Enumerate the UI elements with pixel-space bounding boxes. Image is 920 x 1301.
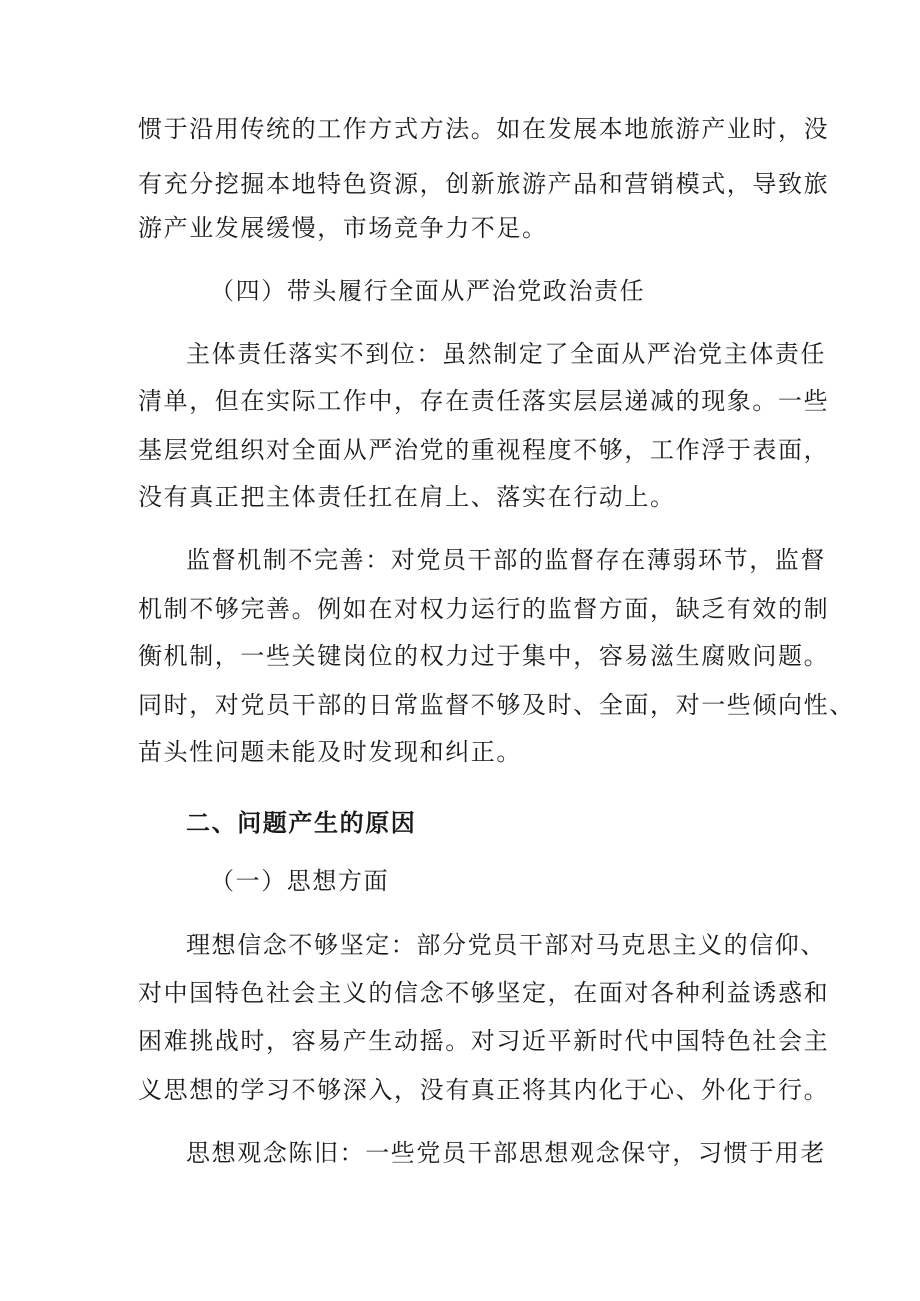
- paragraph-line: 苗头性问题未能及时发现和纠正。: [138, 738, 522, 766]
- section-heading: （四）带头履行全面从严治党政治责任: [210, 277, 646, 305]
- section-heading: （一）思想方面: [210, 867, 390, 895]
- paragraph-line: 机制不够完善。例如在对权力运行的监督方面，缺乏有效的制: [138, 595, 830, 623]
- paragraph-line: 基层党组织对全面从严治党的重视程度不够，工作浮于表面，: [138, 436, 830, 464]
- paragraph-line: 清单，但在实际工作中，存在责任落实层层递减的现象。一些: [138, 387, 830, 415]
- paragraph-line: 同时，对党员干部的日常监督不够及时、全面，对一些倾向性、: [138, 691, 855, 719]
- paragraph-line: 衡机制，一些关键岗位的权力过于集中，容易滋生腐败问题。: [138, 642, 830, 670]
- paragraph-line: 没有真正把主体责任扛在肩上、落实在行动上。: [138, 483, 676, 511]
- paragraph-line: 监督机制不完善：对党员干部的监督存在薄弱环节，监督: [186, 546, 826, 574]
- paragraph-line: 主体责任落实不到位：虽然制定了全面从严治党主体责任: [186, 340, 826, 368]
- paragraph-line: 游产业发展缓慢，市场竞争力不足。: [138, 214, 548, 242]
- paragraph-line: 义思想的学习不够深入，没有真正将其内化于心、外化于行。: [138, 1076, 830, 1104]
- paragraph-line: 对中国特色社会主义的信念不够坚定，在面对各种利益诱惑和: [138, 979, 830, 1007]
- paragraph-line: 惯于沿用传统的工作方式方法。如在发展本地旅游产业时，没: [138, 115, 830, 143]
- paragraph-line: 理想信念不够坚定：部分党员干部对马克思主义的信仰、: [186, 931, 826, 959]
- chapter-heading: 二、问题产生的原因: [186, 809, 417, 837]
- paragraph-line: 思想观念陈旧：一些党员干部思想观念保守，习惯于用老: [186, 1139, 826, 1167]
- paragraph-line: 有充分挖掘本地特色资源，创新旅游产品和营销模式，导致旅: [138, 170, 830, 198]
- paragraph-line: 困难挑战时，容易产生动摇。对习近平新时代中国特色社会主: [138, 1027, 830, 1055]
